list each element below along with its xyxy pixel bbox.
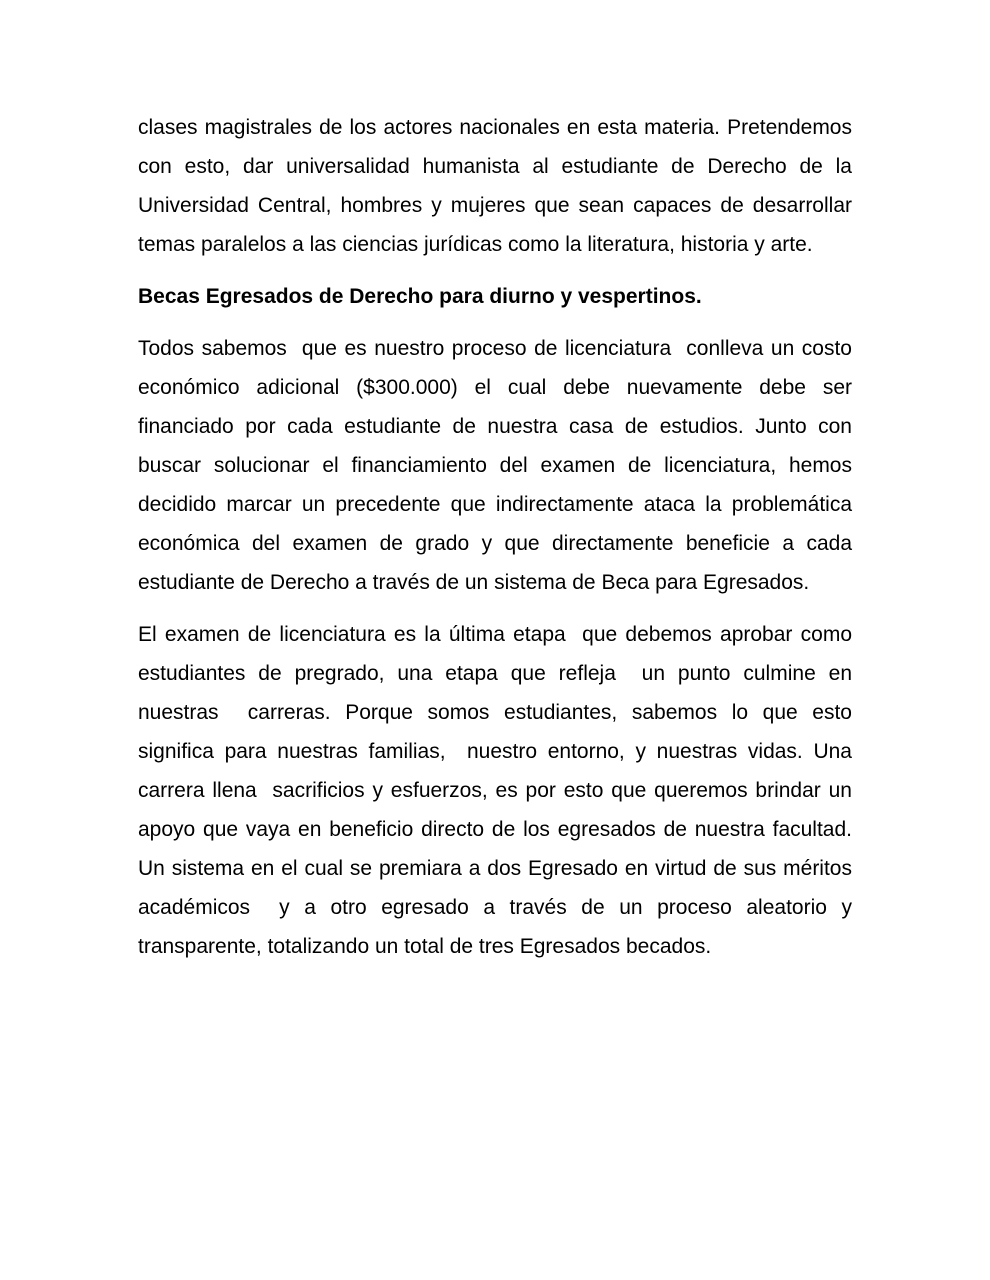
document-page xyxy=(138,108,858,979)
paragraph-licenciatura-cost: Todos sabemos que es nuestro proceso de licenciatura conlleva un costo económico adicional ($300.000) el cual debe nuevamente debe ser financiado por cada estudiante de nuestra casa de estudios. Junto con buscar solucionar el financiamiento del examen de licenciatura, hemos decidido marcar un precedente que indirectamente ataca la problemática económica del examen de grado y que directamente beneficie a cada estudiante de Derecho a través de un sistema de Beca para Egresados. xyxy=(138,337,858,594)
paragraph-examen-licenciatura: El examen de licenciatura es la última etapa que debemos aprobar como estudiantes de pregrado, una etapa que refleja un punto culmine en nuestras carreras. Porque somos estudiantes, sabemos lo que esto significa para nuestras familias, nuestro entorno, y nuestras vidas. Una carrera llena sacrificios y esfuerzos, es por esto que queremos brindar un apoyo que vaya en beneficio directo de los egresados de nuestra facultad. Un sistema en el cual se premiara a dos Egresado en virtud de sus méritos académicos y a otro egresado a través de un proceso aleatorio y transparente, totalizando un total de tres Egresados becados. xyxy=(138,623,858,958)
section-heading-becas: Becas Egresados de Derecho para diurno y vespertinos. xyxy=(138,285,702,308)
paragraph-intro-continuation: clases magistrales de los actores nacionales en esta materia. Pretendemos con esto, dar universalidad humanista al estudiante de Derecho de la Universidad Central, hombres y mujeres que sean capaces de desarrollar temas paralelos a las ciencias jurídicas como la literatura, historia y arte. xyxy=(138,116,858,256)
